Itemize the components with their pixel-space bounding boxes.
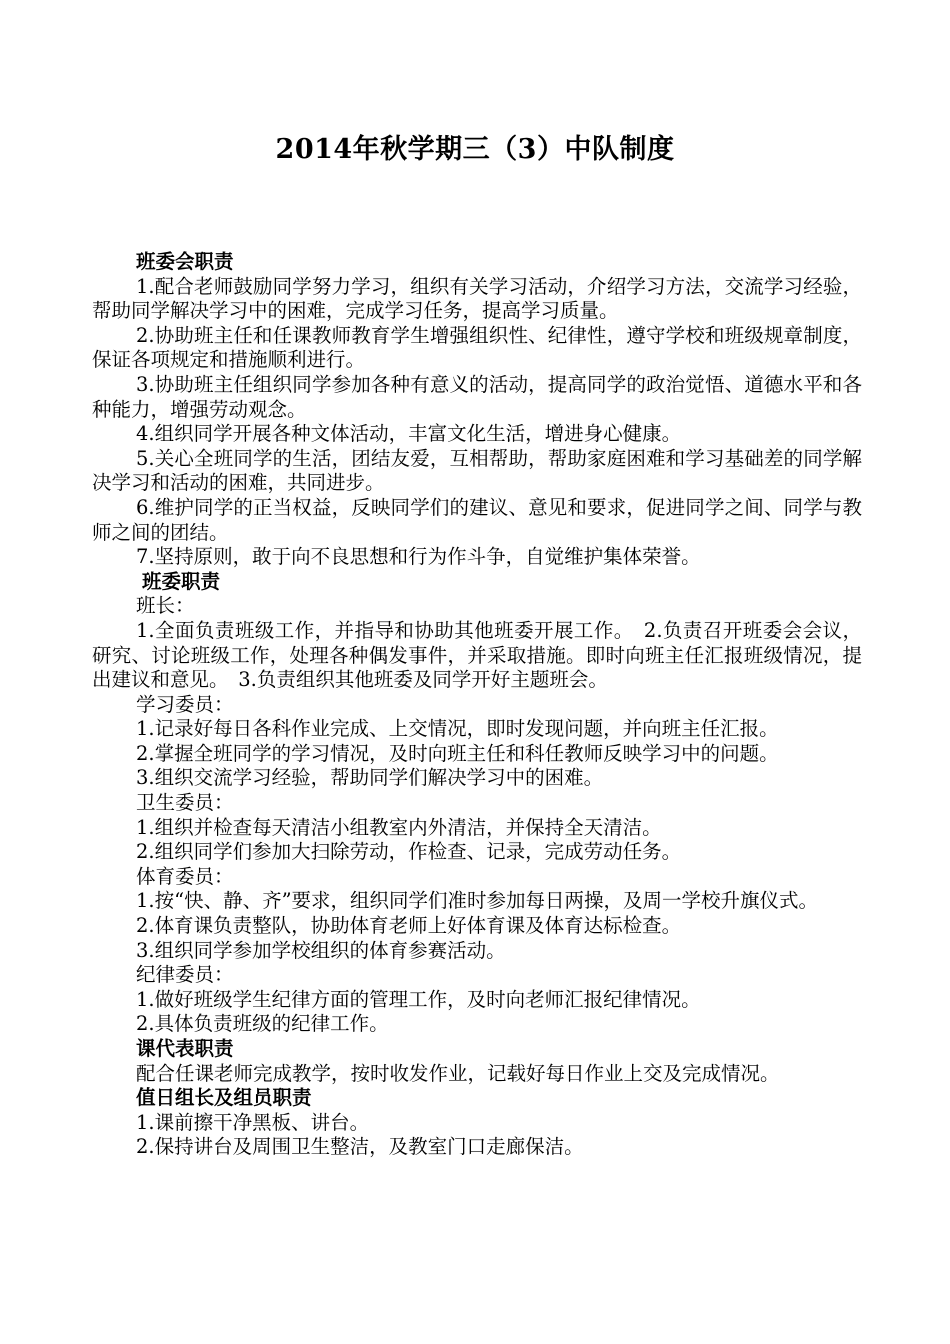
paragraph: 3.组织交流学习经验，帮助同学们解决学习中的困难。 xyxy=(136,766,604,790)
role-title-monitor: 班长： xyxy=(136,594,195,618)
role-title-discipline: 纪律委员： xyxy=(136,963,234,987)
paragraph: 2.体育课负责整队，协助体育老师上好体育课及体育达标检查。 xyxy=(136,914,682,938)
section-heading-duty-group: 值日组长及组员职责 xyxy=(136,1086,312,1110)
section-heading-subject-rep-duties: 课代表职责 xyxy=(136,1037,234,1060)
paragraph: 2.协助班主任和任课教师教育学生增强组织性、纪律性，遵守学校和班级规章制度，保证各项规定和措施顺利进行。 xyxy=(92,323,862,372)
paragraph: 2.具体负责班级的纪律工作。 xyxy=(136,1012,389,1036)
paragraph: 7.坚持原则，敢于向不良思想和行为作斗争，自觉维护集体荣誉。 xyxy=(136,545,701,569)
paragraph: 4.组织同学开展各种文体活动，丰富文化生活，增进身心健康。 xyxy=(136,422,682,446)
paragraph: 3.组织同学参加学校组织的体育参赛活动。 xyxy=(136,938,506,962)
role-title-study: 学习委员： xyxy=(136,692,234,716)
paragraph: 2.保持讲台及周围卫生整洁，及教室门口走廊保洁。 xyxy=(136,1135,584,1159)
paragraph: 2.掌握全班同学的学习情况，及时向班主任和科任教师反映学习中的问题。 xyxy=(136,741,779,765)
paragraph: 1.组织并检查每天清洁小组教室内外清洁，并保持全天清洁。 xyxy=(136,815,662,839)
paragraph: 1.课前擦干净黑板、讲台。 xyxy=(136,1110,370,1134)
document-title: 2014年秋学期三（3）中队制度 xyxy=(275,134,675,165)
paragraph: 配合任课老师完成教学，按时收发作业，记载好每日作业上交及完成情况。 xyxy=(136,1061,780,1085)
paragraph: 2.组织同学们参加大扫除劳动，作检查、记录，完成劳动任务。 xyxy=(136,840,682,864)
role-title-sports: 体育委员： xyxy=(136,864,234,888)
document-body xyxy=(92,250,862,1160)
paragraph: 1.全面负责班级工作，并指导和协助其他班委开展工作。 2.负责召开班委会会议，研究、讨论班级工作，处理各种偶发事件，并采取措施。即时向班主任汇报班级情况，提出建议和意见。 3.负责组织其他班委及同学开好主题班会。 xyxy=(92,618,862,692)
paragraph: 1.按“快、静、齐”要求，组织同学们准时参加每日两操，及周一学校升旗仪式。 xyxy=(136,889,819,913)
role-title-hygiene: 卫生委员： xyxy=(136,791,234,815)
section-heading-member-duties: 班委职责 xyxy=(142,569,221,593)
section-heading-committee-duties: 班委会职责 xyxy=(136,250,234,273)
paragraph: 1.记录好每日各科作业完成、上交情况，即时发现问题，并向班主任汇报。 xyxy=(136,717,779,741)
paragraph: 1.配合老师鼓励同学努力学习，组织有关学习活动，介绍学习方法，交流学习经验，帮助同学解决学习中的困难，完成学习任务，提高学习质量。 xyxy=(92,274,862,323)
paragraph: 3.协助班主任组织同学参加各种有意义的活动，提高同学的政治觉悟、道德水平和各种能力，增强劳动观念。 xyxy=(92,372,862,421)
paragraph: 6.维护同学的正当权益，反映同学们的建议、意见和要求，促进同学之间、同学与教师之间的团结。 xyxy=(92,495,862,544)
paragraph: 5.关心全班同学的生活，团结友爱，互相帮助，帮助家庭困难和学习基础差的同学解决学习和活动的困难，共同进步。 xyxy=(92,446,862,495)
paragraph: 1.做好班级学生纪律方面的管理工作，及时向老师汇报纪律情况。 xyxy=(136,987,701,1011)
